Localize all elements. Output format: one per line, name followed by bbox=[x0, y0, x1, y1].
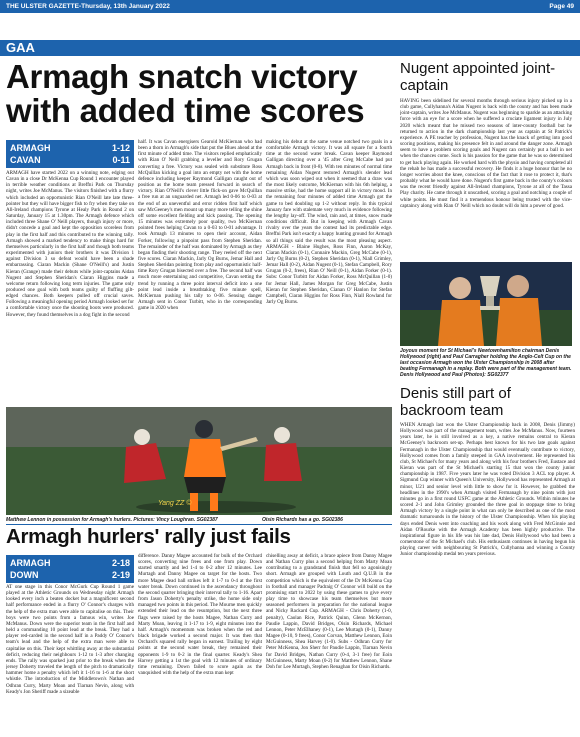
story2-scorebox bbox=[6, 555, 134, 583]
team-name: ARMAGH bbox=[10, 143, 51, 153]
team-score: 1-12 bbox=[111, 143, 130, 153]
side2-text: WHEN Armagh last won the Ulster Championship back in 2008, Denis (Jimmy) Hollywood was part of the management team, writes Joe McManus. Now, fourteen years later, he is still involved as a key, a native remains central to Kieran McGeeney's backroom set-up. Perhaps best known for his two late goals against Fermanagh in the Ulster Championship that would eventually contribute to victory, Hollywood comes from a family steeped in GAA involvement. He represented his club, St Michael's for many years and along with his four brothers Fred, Eustace and Kieran was part of the St Michael's starting 15 that won the county junior championship in 1987. Five years later he was voted Division 3 ACL top player. A Sigmund Cup winner with Queen's University, Hollywood has represented Armagh at minor, U21 and senior level with little to show for it. However, he grabbed the headlines in the 1990's when Armagh visited Fermanagh by nine points with just minutes go in a first round USFC game at the Athletic Grounds. Within minutes he scored 2-1 and John Grimley grounded the three goal in stoppage time to bring Armagh victory by a single point in what can only be described as one of the most dramatic turnarounds in the history of the Ulster Championship. When his playing days ended Denis went into coaching and his work along with Fred McGinnie and Aidan O'Rourke with the Armagh Academy has been highly productive. The inspirational figure in his life was his late dad, Denis Hollywood who had been a cornerstone of the St Michael's club. His enthusiasm continues in having begun his playing career with neighbouring St Patrick's, Cullyhanna and winning a County Junior championship medal ten years previous. bbox=[400, 422, 575, 558]
hurling-action-photo bbox=[6, 407, 392, 515]
team-name: ARMAGH bbox=[10, 558, 51, 568]
story1-column-2: half. It was Cavan energisers Gearoid McKiernan who had been a thorn in Armagh's side that put the Blues ahead at the first minute of added time. The visitors replied emphatically with Rian O' Neill grabbing a leveller and Rory Grugan converting a free. Victory was sealed with substitute Ross McQuillan kicking a goal into an empty net with the home defence including keeper Raymond Galligan caught out of position as the home team pressed forward in search of victory. Rian O'Neill's clever little flick-on gave McQuillan a free run at an unguarded net. Armagh led 0-06 to 0-03 at the end of an uneventful and error ridden first half which saw McGeeney's men mount up many more telling the shine off some excellent fielding and kick passing. The opening 15 minutes was extremely poor quality, two McKiernan pointed frees helping Cavan to a 0-03 to 0-01 advantage. It took Armagh 13 minutes to open their account, Aidan Forker, following a pinpoint pass from Stephen Sheridan. The remainder of the half was dominated by Armagh as they began finding their shooting range. They reeled off the next five scores. Ciaran Mackin, Jarly Og Burns, Jemar Hall and Stephen Sheridan pointing from play and opportunistic half-time Rory Grugan bisected over a free. The second half was much more entertaining and competitive, Cavan setting the trend by running a three point interval deficit into a one point lead inside a breathtaking five minute spell, McKiernan pushing his tally to 0-06. Sensing danger Armagh sent in Conor Turbitt, who in the corresponding game in 2020 when bbox=[138, 139, 262, 312]
score-row bbox=[10, 142, 130, 154]
story2-headline: Armagh hurlers' rally just fails bbox=[6, 525, 291, 548]
story1-headline: Armagh snatch victory with added time scores bbox=[6, 58, 365, 129]
side2-headline: Denis still part of backroom team bbox=[400, 385, 511, 419]
score-row bbox=[10, 154, 130, 166]
page-header bbox=[0, 0, 580, 13]
trophy-celebration-photo bbox=[400, 262, 572, 346]
story1-scorebox bbox=[6, 140, 134, 168]
story1-column-1: ARMAGH have started 2022 on a winning note, edging out Cavan in a close Dr McKenna Cup Round 1 encounter played in terrible weather conditions at Breffni Park on Thursday night, writes Joe McManus. The visitors finished with a flurry which included an opportunistic Rian O'Neill late late three-pointer but they will have bigger fish to fry when they take on All-Ireland champions Tyrone at Healy Park in Round 2 on Saturday, January 15 at 1.30pm. The Armagh defence which included three Shane O' Neill players, though injury or more, didn't concede a goal and kept the opposition scoreless from play in the first half and this contributed to the winning tally. Armagh showed a marked tendency to make things hard for themselves particularly in the first half and though both teams experimented with juniors their brothers it was Division 1 against Division 3 so defeat would have been a shade embarrassing. Ciaran Mackin (Shane O'Neill's) and Justin Kieran (Grange) made their debuts while joint-captains Aidan Nugent and Stephen Sheridan's Ciaran Higgins made a welcome return following long term injuries. The game only produced one goal with both teams guilty of fluffing gilt-edged chances. Both keepers pulled off crucial saves. Following a meaningful opening period Armagh looked set for a comfortable victory once the shooting boots were produced. However, they found themselves in a dog fight in the second bbox=[6, 170, 134, 318]
side1-text: HAVING been sidelined for several months through serious injury picked up in a club game, Cullyhanna's Aidan Nugent is back with the county and has been made joint-captain, writes Joe McManus. Nugent was beginning to sparkle as an attacking force with an eye for a score when he suffered a cruciate ligament injury in July 2020 which meant that he missed two seasons of inter-county football but he returned to action in the dark championship last year as captain at St Patrick's experience. A PE teacher by profession, Nugent has the knack of getting into good scoring positions, making his presence felt in and around the danger zone. Armagh seem to have a problem scoring goals and Nugent can certainly put a ball in net when the chances come. Such is his passion for the game that he was so determined to get back playing again. He worked hard with the physio and having completed all the rehab he has made a successful recovery. He finds it a huge honour that he no longer worries about the knee, conscious of the fact that it rose to protect it, that's probably what he would have done. Nugent's first game back in the county's colours was the recent friendly against All-Ireland champions, Tyrone at all of the Tassa Play charity. He came through it unscathed, scoring a goal and notching a couple of white points. He must find it a tremendous honour being trusted with the vice-captaincy along with Rian O' Neill which no doubt will do him a power of good. bbox=[400, 98, 572, 209]
team-score: 2-18 bbox=[111, 558, 130, 568]
story1-column-3: making his debut at the same venue notched two goals in a comfortable Armagh victory. It was all square for a fourth time at the second water break. Cavan keeper Raymond Galligan directing over a '45 after Greg McCabe had put Armagh back in front (0-8). With ten minutes of normal time remaining Aidan Nugent restored Armagh's slender lead which was soon wiped out when it seemed that a draw was the most likely outcome, McKiernan with his 6th helping, a massive strike, had the home support all in victory mood. In the remaining four minutes of added time Armagh got the game to bed doubling up 1-2 without reply. In this typical January fare with stalemate very much in evidence following the lengthy lay-off. The wind, rain and, at times, snow made conditions difficult. But in keeping with Armagh Cavan rivalry over the years the contest had its predictable edge. Breffni Park isn't exactly a happy hunting ground for Armagh so all things said the result was the most pleasing aspect. ARMAGH - Blaine Hughes, Ross Finn, Aaron McKay, Ciaran Mackin (0-1), Connaire Mackin, Greg McCabe (0-1), Jarly Og Burns (0-2), Stephen Sheridan (0-1), Niall Grimley, Jemar Hall (0-2), Aidan Nugent (0-1), Stefan Campbell, Rory Grugan (0-2, frees), Rian O' Neill (0-1), Aidan Forker (0-1). Subs: Conor Turbitt for Aidan Forker, Ross McQuillan (1-0) for Jemar Hall, James Morgan for Greg McCabe, Justin Kieran for Stephen Sheridan, Cianan O' Hanlon for Stefan Campbell, Ciaran Higgins for Ross Finn, Niall Rowland for Jarly Og Burns. bbox=[266, 139, 392, 306]
team-score: 2-19 bbox=[111, 570, 130, 580]
score-row bbox=[10, 557, 130, 569]
story2-column-1: AT one stage in this Conor McGurk Cup Round 1 game played at the Athletic Grounds on Wednesday night Armagh looked every inch a beaten docket but a magnificent second half performance ended in a flurry O' Connor's charges with the help of the extra man were able to capitalise on this. Their boys were two points from a famous win, writes Joe McManus. Down were the superior team in the first half and held a commanding 10 point lead at the break. They had a player red-carded in the second half in a Paddy O' Connor's team's lead and the help of the extra man were able to capitalise on this. Their kept whittling away at the substantial deficit, reducing their neighbours 1-12 to 1-3 after changing ends. The rally was sparked just prior to the break when the jersey Doherty traveled the length of the pitch to dramatically hammer home a penalty which left it 1-16 to 1-6 at the short whistle. The introduction of the Middletown's Nathan and Odhran Curry, Marty Moan and Tiarnan Nevin, along with Keady's Jon Sheriff made a sizeable bbox=[6, 584, 134, 695]
team-name: CAVAN bbox=[10, 155, 41, 165]
photo1-caption-left: Matthew Lennon in possession for Armagh's hurlers. Pictures: Vincy Loughran. SG02387 bbox=[6, 517, 218, 523]
newspaper-dateline: THE ULSTER GAZETTE-Thursday, 13th January 2022 bbox=[6, 3, 170, 10]
score-row bbox=[10, 569, 130, 581]
photo2-caption: Joyous moment for St Michael's Newtownhamilton chairman Denis Hollywood (right) and Paul Carragher holding the Anglo-Celt Cup on the last occasion Armagh won the Ulster Championship in 2008 after beating Fermanagh in a replay. Both were part of the management team. Denis Hollywood and Paul (Photos): SG02377 bbox=[400, 348, 572, 378]
side1-headline: Nugent appointed joint-captain bbox=[400, 60, 556, 94]
team-name: DOWN bbox=[10, 570, 39, 580]
hurling-photo-illustration bbox=[6, 407, 392, 515]
section-banner: GAA bbox=[0, 40, 580, 56]
photo-credit: Yang ZZ © bbox=[158, 500, 192, 507]
team-score: 0-11 bbox=[112, 155, 130, 165]
photo1-caption-right: Oisin Richards has a go. SG02386 bbox=[262, 517, 343, 523]
story2-column-2: difference. Danny Magee accounted for bulk of the Orchard scores, converting nine frees and one from play. Down started smartly and led 1-4 to 0-2 after 12 minutes. Lee Murtagh and Danny Magee on target for the hosts. Two more Magee dead ball strikes left it 1-7 to 0-4 at the first water break. Down continued in the ascendancy throughout the second quarter bringing their interval tally to 1-16. Apart from Jason Doherty's penalty strike, the home side only managed two points in this period. The Mourne men quickly extended their lead on the resumption, but the next three flags were raised by the hosts Magee, Nathan Curry and Marty Moan, leaving it 1-17 to 1-9, eight minutes into the half. Armagh's momentum was broken when the red and black brigade worked a second major. It was then that Orchard's squared rally began in earnest. Trailing by eight points at the second water break, they remained their opponents 1-9 to 0-2 in the final quarter. Keady's Shea Harvey getting a 1st the goal with 12 minutes of ordinary time remaining. Down failed to score again as the vanquished with the help of the extra man kept bbox=[138, 553, 262, 676]
trophy-photo-illustration bbox=[400, 262, 572, 346]
page-number: Page 49 bbox=[549, 3, 574, 10]
story2-column-3: chiselling away at deficit, a brace apiece from Danny Magee and Nathan Curry plus a second helping from Marty Moan contributing to a grandstand finish that fell so agonisingly short. Armagh are grouped with Louth and Q.U.B in the competition which is the equivalent of the Dr McKenna Cup in football and manager Padraig O' Connor will build on the promising start to 2022 by using these games to give every play time to showcase his team themselves but more seasoned performers in preparation for the national league and Nicky Rackard Cup. ARMAGH - Chris Doherty (1-0, penalty), Caolan Rice, Patrick Quinn, Glenn McKernon, Paudie Lappin, David Bridges, Oisin Richards, Michael Lennon, Peter McElhaney (0-1), Lee Murtagh (0-1), Danny Magee (0-10, 9 frees), Conor Corvan, Matthew Lennon, Eoin McGuinness, Shea Harvey (1-0). Subs - Odhran Curry for Peter McKenna, Jon Sherr for Paudie Lappin, Tiarnan Nevin for David Bridges, Nathan Curry (0-4, 3-1 free) for Eoin McGuinness, Marty Moan (0-2) for Matthew Lennon, Shane Doh for Lee Murtagh, Stephen Renaghan for Oisin Richards. bbox=[266, 553, 392, 670]
